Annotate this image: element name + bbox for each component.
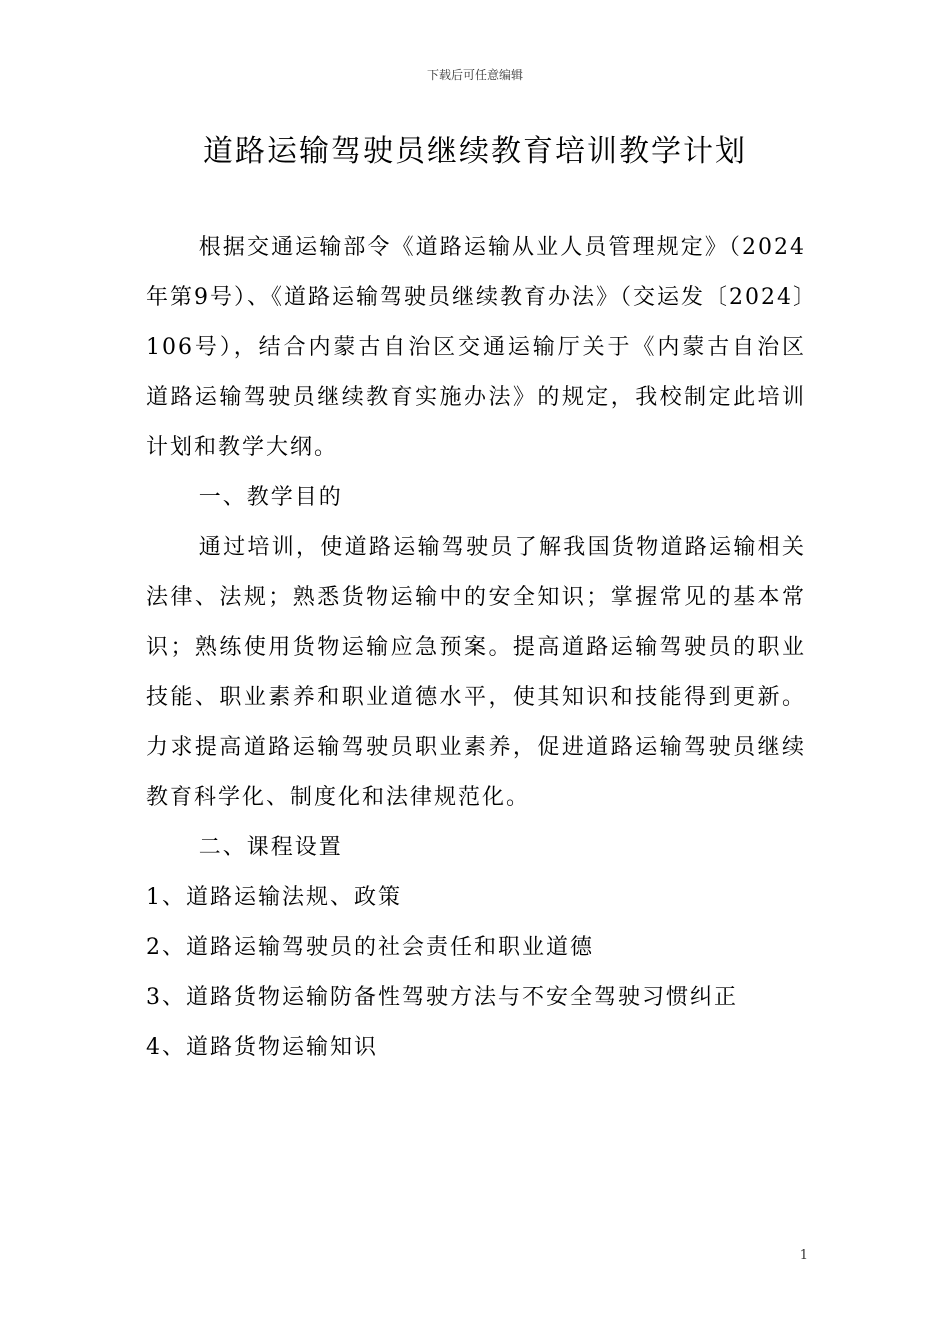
- page-number: 1: [799, 1248, 808, 1263]
- course-item: 1、道路运输法规、政策: [146, 885, 402, 910]
- document-title: 道路运输驾驶员继续教育培训教学计划: [203, 134, 747, 169]
- course-item: 3、道路货物运输防备性驾驶方法与不安全驾驶习惯纠正: [146, 985, 738, 1010]
- objectives-paragraph: 通过培训，使道路运输驾驶员了解我国货物道路运输相关法律、法规；熟悉货物运输中的安全知识；掌握常见的基本常识；熟练使用货物运输应急预案。提高道路运输驾驶员的职业技能、职业素养和职业道德水平，使其知识和技能得到更新。力求提高道路运输驾驶员职业素养，促进道路运输驾驶员继续教育科学化、制度化和法律规范化。: [146, 535, 806, 810]
- course-item: 4、道路货物运输知识: [146, 1035, 378, 1060]
- intro-paragraph: 根据交通运输部令《道路运输从业人员管理规定》（2024年第9号）、《道路运输驾驶员继续教育办法》（交运发〔2024〕106号），结合内蒙古自治区交通运输厅关于《内蒙古自治区道路运输驾驶员继续教育实施办法》的规定，我校制定此培训计划和教学大纲。: [146, 235, 806, 460]
- section-heading-curriculum: 二、课程设置: [198, 835, 343, 860]
- course-item: 2、道路运输驾驶员的社会责任和职业道德: [146, 935, 594, 960]
- header-note: 下载后可任意编辑: [426, 68, 523, 82]
- document-body: [146, 223, 806, 1073]
- section-heading-objectives: 一、教学目的: [198, 485, 343, 510]
